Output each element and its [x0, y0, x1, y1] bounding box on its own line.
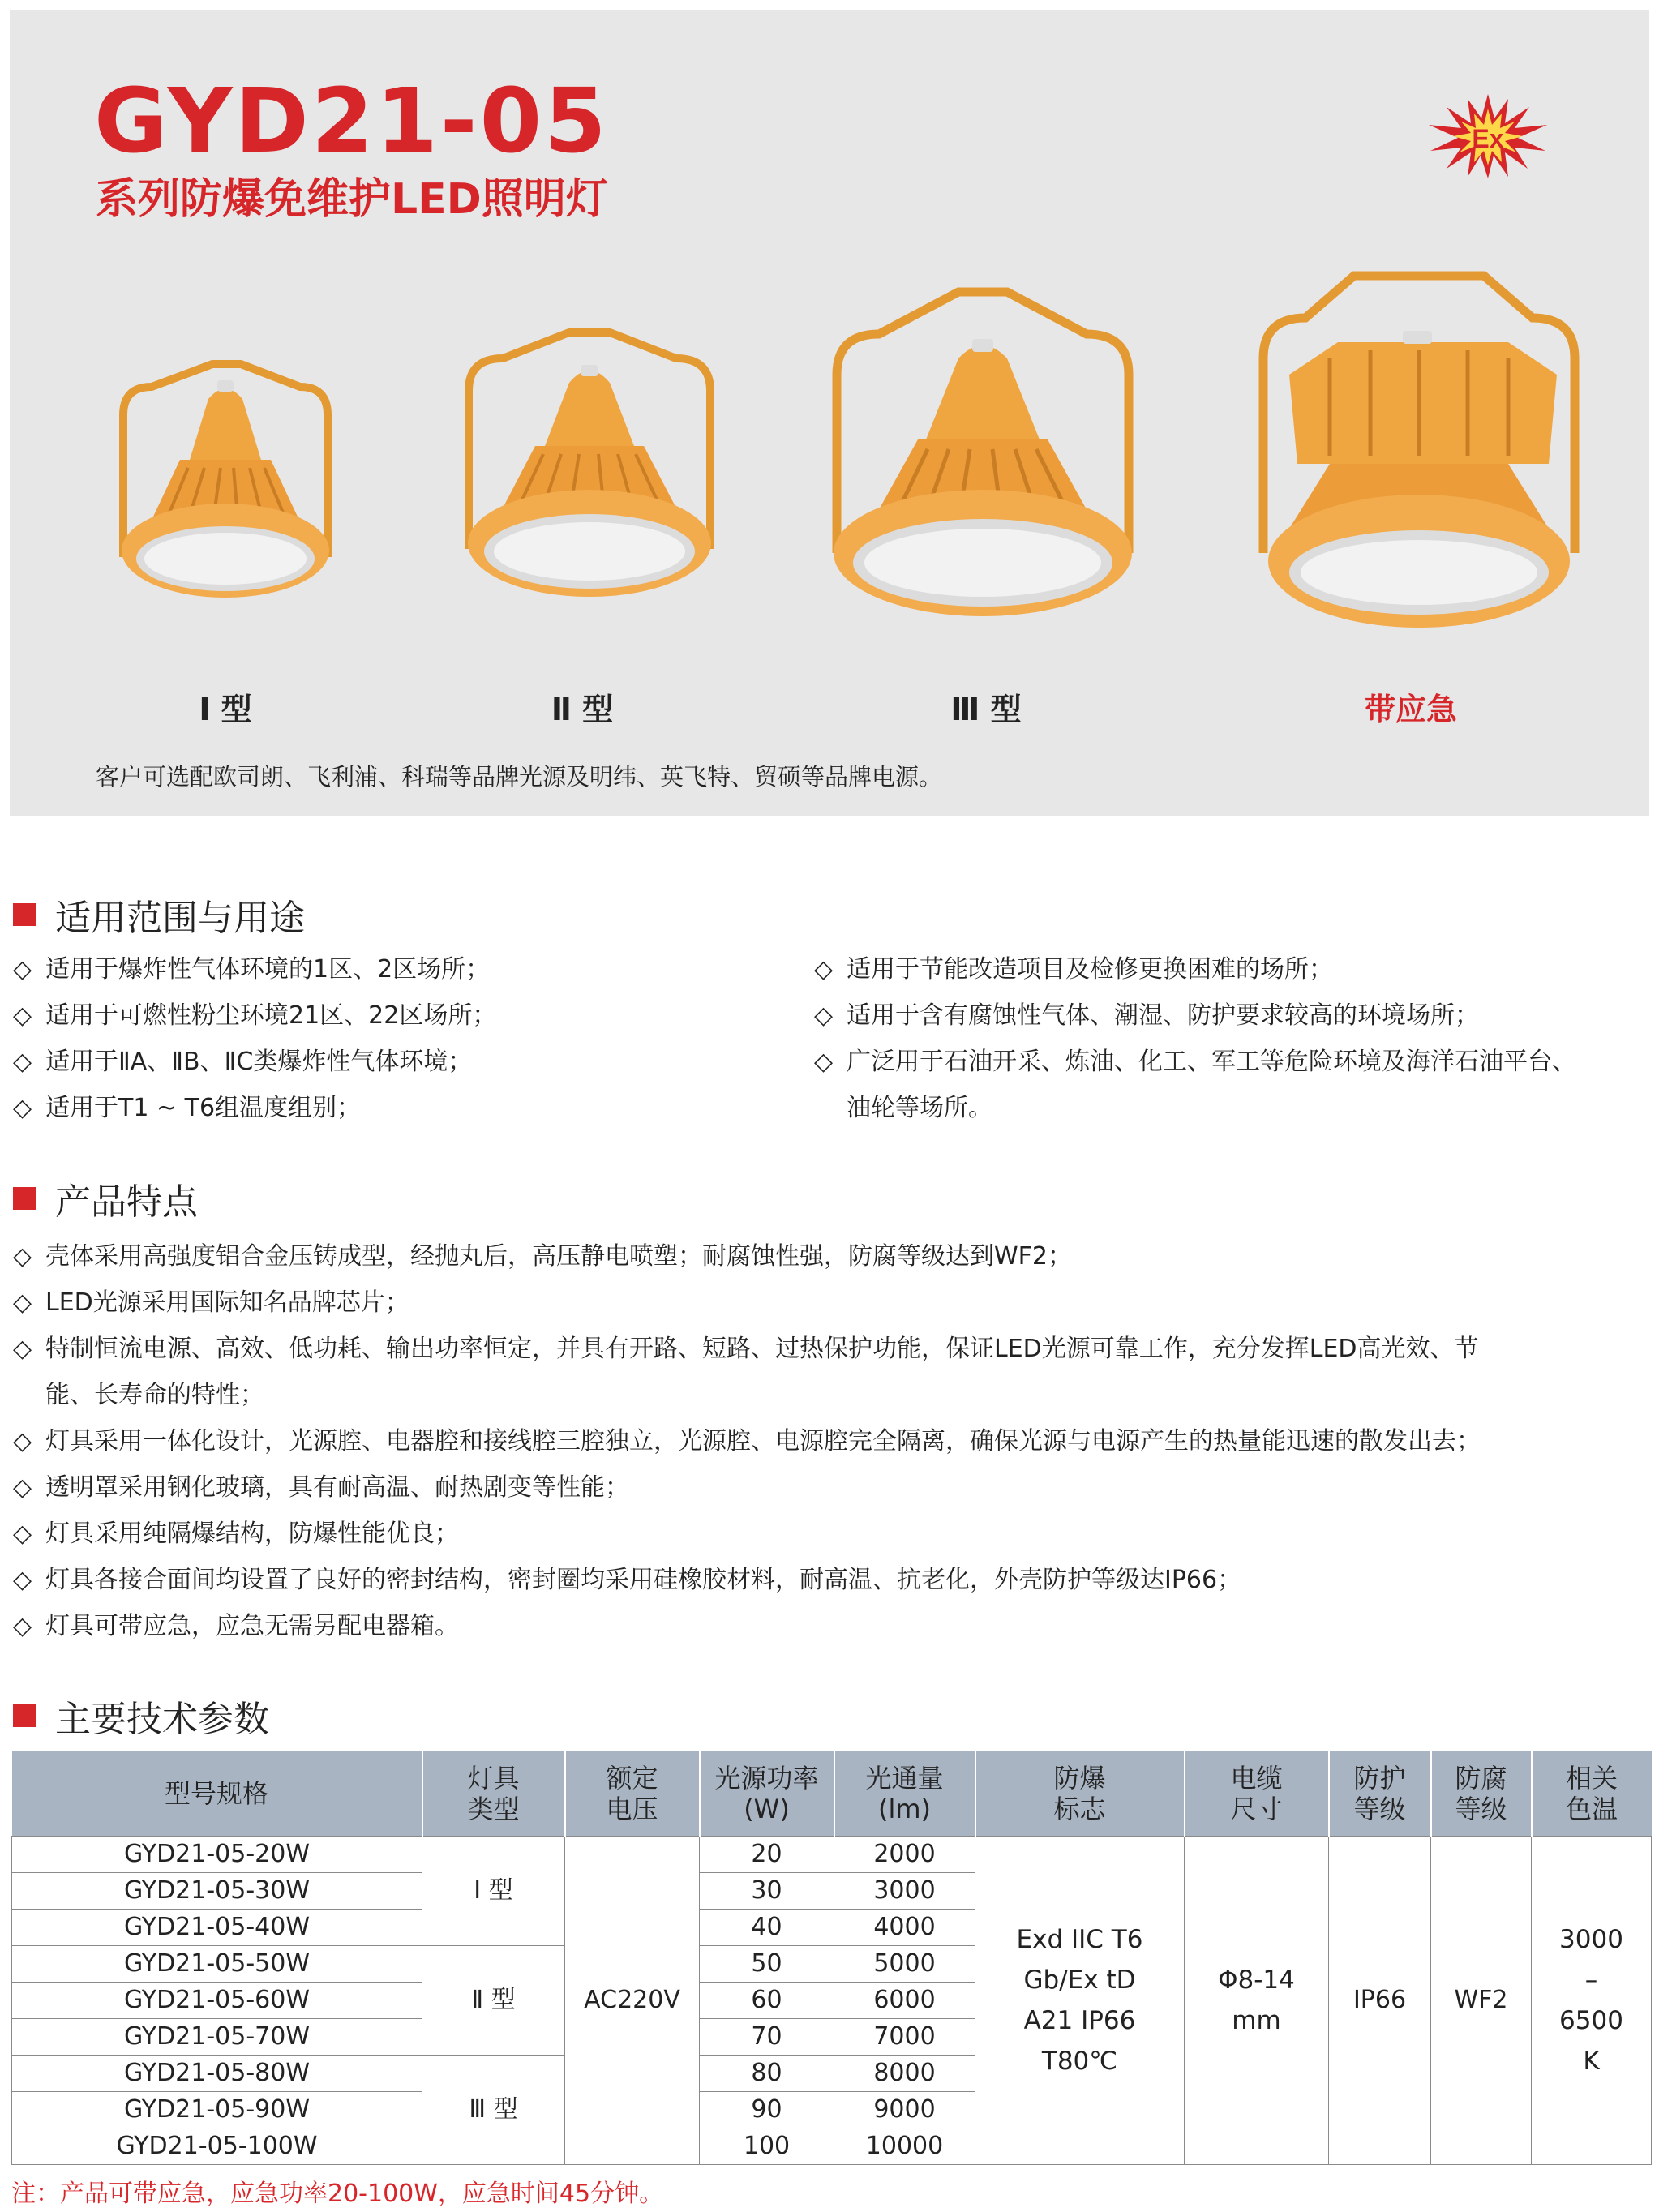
section-marker-icon	[13, 903, 36, 926]
feature-item: ◇ LED光源采用国际知名品牌芯片；	[13, 1287, 409, 1319]
lamp-type-1-label: Ⅰ 型	[199, 692, 252, 727]
scope-item: ◇ 适用于爆炸性气体环境的1区、2区场所；	[13, 954, 490, 986]
header-anticorrosion: 防腐 等级	[1431, 1751, 1532, 1836]
header-protection: 防护 等级	[1329, 1751, 1431, 1836]
header-voltage: 额定 电压	[565, 1751, 700, 1836]
scope-item: ◇ 适用于节能改造项目及检修更换困难的场所；	[814, 954, 1333, 986]
features-section-title: 产品特点	[55, 1181, 198, 1223]
emergency-footnote: 注：产品可带应急，应急功率20-100W，应急时间45分钟。	[11, 2180, 664, 2208]
power-cell: 50	[700, 1945, 834, 1982]
spec-table-header-row	[12, 1751, 1652, 1836]
section-marker-icon	[13, 1187, 36, 1210]
voltage-cell: AC220V	[565, 1836, 700, 2164]
model-cell: GYD21-05-90W	[12, 2091, 422, 2128]
section-marker-icon	[13, 1704, 36, 1727]
power-cell: 30	[700, 1872, 834, 1909]
flux-cell: 6000	[834, 1982, 975, 2018]
svg-text:Ex: Ex	[1472, 124, 1504, 153]
ex-explosion-proof-icon	[1427, 94, 1549, 178]
flux-cell: 4000	[834, 1909, 975, 1945]
feature-item: ◇ 特制恒流电源、高效、低功耗、输出功率恒定，并具有开路、短路、过热保护功能，保证LED光源可靠工作，充分发挥LED高光效、节	[13, 1333, 1479, 1365]
power-cell: 70	[700, 2018, 834, 2055]
diamond-bullet-icon: ◇	[13, 1566, 32, 1594]
power-cell: 80	[700, 2055, 834, 2091]
lamp-type-cell: Ⅱ 型	[422, 1945, 565, 2055]
cable-cell: Φ8-14 mm	[1185, 1836, 1329, 2164]
model-cell: GYD21-05-40W	[12, 1909, 422, 1945]
lamp-type-cell: Ⅲ 型	[422, 2055, 565, 2164]
diamond-bullet-icon: ◇	[814, 1048, 834, 1076]
lamp-type-2-label: Ⅱ 型	[551, 692, 614, 727]
header-power: 光源功率 (W)	[700, 1751, 834, 1836]
brand-options-note: 客户可选配欧司朗、飞利浦、科瑞等品牌光源及明纬、英飞特、贸硕等品牌电源。	[96, 763, 943, 791]
scope-section-header	[13, 889, 305, 941]
feature-item: ◇ 灯具采用纯隔爆结构，防爆性能优良；	[13, 1518, 459, 1550]
product-title: GYD21-05	[94, 69, 609, 173]
scope-item-continuation: 油轮等场所。	[847, 1094, 992, 1122]
diamond-bullet-icon: ◇	[13, 1473, 32, 1502]
header-flux: 光通量 (lm)	[834, 1751, 975, 1836]
lamp-type-1-image	[91, 338, 360, 638]
power-cell: 40	[700, 1909, 834, 1945]
lamp-type-cell: Ⅰ 型	[422, 1836, 565, 1945]
feature-item: ◇ 壳体采用高强度铝合金压铸成型，经抛丸后，高压静电喷塑；耐腐蚀性强，防腐等级达到WF2；	[13, 1241, 1072, 1273]
diamond-bullet-icon: ◇	[13, 1335, 32, 1363]
scope-item: ◇ 适用于T1 ~ T6组温度组别；	[13, 1092, 361, 1125]
anticorrosion-cell: WF2	[1431, 1836, 1532, 2164]
header-model: 型号规格	[12, 1751, 422, 1836]
lamp-emergency-image	[1241, 261, 1597, 642]
ex-mark-cell: Exd IIC T6 Gb/Ex tD A21 IP66 T80℃	[975, 1836, 1185, 2164]
lamp-type-3-image	[804, 269, 1161, 642]
power-cell: 90	[700, 2091, 834, 2128]
model-cell: GYD21-05-30W	[12, 1872, 422, 1909]
header-cable: 电缆 尺寸	[1185, 1751, 1329, 1836]
power-cell: 100	[700, 2128, 834, 2164]
features-section-header	[13, 1172, 198, 1224]
diamond-bullet-icon: ◇	[814, 955, 834, 984]
flux-cell: 2000	[834, 1836, 975, 1872]
header-ex-mark: 防爆 标志	[975, 1751, 1185, 1836]
scope-item: ◇ 广泛用于石油开采、炼油、化工、军工等危险环境及海洋石油平台、	[814, 1046, 1576, 1078]
diamond-bullet-icon: ◇	[13, 1427, 32, 1455]
protection-cell: IP66	[1329, 1836, 1431, 2164]
diamond-bullet-icon: ◇	[13, 1612, 32, 1640]
diamond-bullet-icon: ◇	[13, 1048, 32, 1076]
power-cell: 60	[700, 1982, 834, 2018]
model-cell: GYD21-05-70W	[12, 2018, 422, 2055]
model-cell: GYD21-05-50W	[12, 1945, 422, 1982]
lamp-type-2-image	[439, 302, 739, 634]
feature-item: ◇ 灯具可带应急，应急无需另配电器箱。	[13, 1610, 459, 1643]
lamp-type-3-label: Ⅲ 型	[950, 692, 1022, 727]
color-temp-cell: 3000 – 6500 K	[1532, 1836, 1652, 2164]
model-cell: GYD21-05-100W	[12, 2128, 422, 2164]
flux-cell: 9000	[834, 2091, 975, 2128]
scope-item: ◇ 适用于含有腐蚀性气体、潮湿、防护要求较高的环境场所；	[814, 1000, 1479, 1032]
product-banner	[10, 10, 1649, 816]
flux-cell: 3000	[834, 1872, 975, 1909]
power-cell: 20	[700, 1836, 834, 1872]
specs-section-header	[13, 1690, 269, 1742]
product-subtitle: 系列防爆免维护LED照明灯	[96, 175, 608, 224]
flux-cell: 7000	[834, 2018, 975, 2055]
flux-cell: 8000	[834, 2055, 975, 2091]
diamond-bullet-icon: ◇	[13, 1094, 32, 1122]
model-cell: GYD21-05-20W	[12, 1836, 422, 1872]
table-row	[12, 1836, 1652, 1872]
spec-table	[11, 1751, 1652, 2165]
header-color-temp: 相关 色温	[1532, 1751, 1652, 1836]
feature-item: ◇ 灯具各接合面间均设置了良好的密封结构，密封圈均采用硅橡胶材料，耐高温、抗老化，外壳防护等级达IP66；	[13, 1564, 1241, 1597]
flux-cell: 10000	[834, 2128, 975, 2164]
diamond-bullet-icon: ◇	[13, 1242, 32, 1271]
lamp-emergency-label: 带应急	[1364, 692, 1457, 727]
header-lamp-type: 灯具 类型	[422, 1751, 565, 1836]
flux-cell: 5000	[834, 1945, 975, 1982]
model-cell: GYD21-05-80W	[12, 2055, 422, 2091]
diamond-bullet-icon: ◇	[13, 1520, 32, 1548]
feature-item-continuation: 能、长寿命的特性；	[45, 1381, 264, 1409]
scope-section-title: 适用范围与用途	[55, 898, 305, 939]
specs-section-title: 主要技术参数	[55, 1699, 269, 1740]
diamond-bullet-icon: ◇	[13, 1001, 32, 1030]
scope-item: ◇ 适用于可燃性粉尘环境21区、22区场所；	[13, 1000, 496, 1032]
diamond-bullet-icon: ◇	[13, 955, 32, 984]
model-cell: GYD21-05-60W	[12, 1982, 422, 2018]
diamond-bullet-icon: ◇	[814, 1001, 834, 1030]
diamond-bullet-icon: ◇	[13, 1288, 32, 1317]
feature-item: ◇ 灯具采用一体化设计，光源腔、电器腔和接线腔三腔独立，光源腔、电源腔完全隔离，确保光源与电源产生的热量能迅速的散发出去；	[13, 1425, 1481, 1458]
scope-item: ◇ 适用于ⅡA、ⅡB、ⅡC类爆炸性气体环境；	[13, 1046, 472, 1078]
feature-item: ◇ 透明罩采用钢化玻璃，具有耐高温、耐热剧变等性能；	[13, 1472, 629, 1504]
